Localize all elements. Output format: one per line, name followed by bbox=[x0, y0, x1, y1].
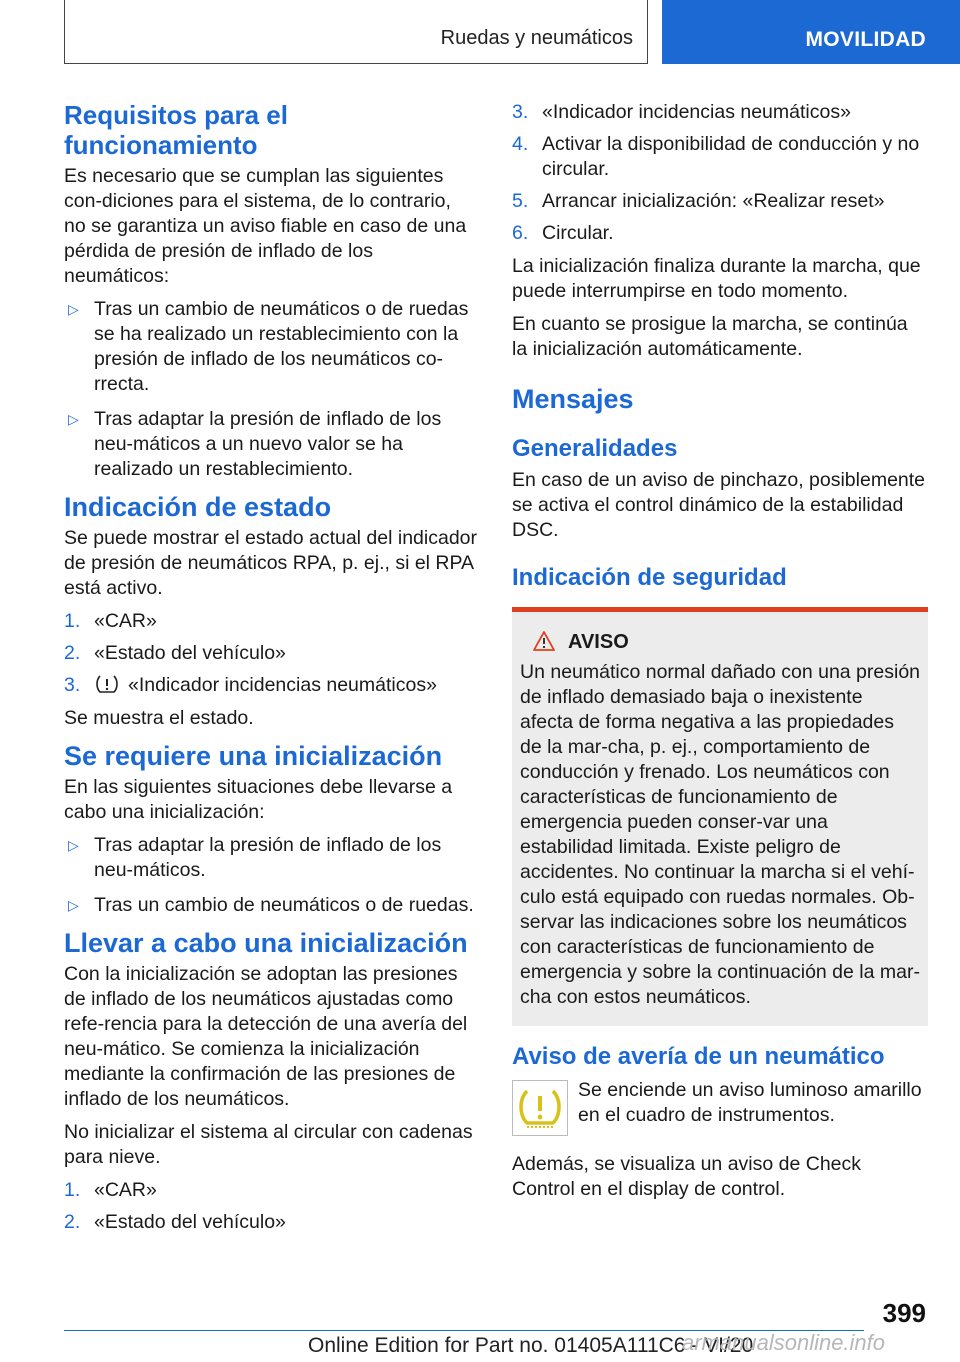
paragraph-llevar-inicializacion: Con la inicialización se adoptan las presiones de inflado de los neumáticos ajustadas como refe-rencia para la detección de una avería del neu-mático. Se comienza la inicialización mediante la confirmación de las presiones de inflado de los neumáticos. bbox=[64, 963, 468, 1110]
footer-edition: Online Edition for Part no. 01405A111C6 - VI/20 bbox=[308, 1334, 754, 1357]
step-item bbox=[512, 189, 928, 214]
step-item bbox=[512, 100, 928, 125]
warning-title bbox=[520, 630, 920, 654]
step-number: 5. bbox=[512, 190, 529, 212]
steps-init-b bbox=[512, 100, 928, 246]
paragraph-finaliza: La inicialización finaliza durante la marcha, que puede interrumpirse en todo momento. bbox=[512, 255, 921, 302]
watermark: armanualsonline.info bbox=[682, 1330, 886, 1355]
warning-box bbox=[512, 607, 928, 1026]
step-text: «CAR» bbox=[94, 1179, 157, 1201]
step-text: Activar la disponibilidad de conducción y no circular. bbox=[542, 133, 920, 180]
warning-title-text: AVISO bbox=[568, 631, 629, 653]
heading-indicacion-seguridad: Indicación de seguridad bbox=[512, 564, 787, 591]
step-text: «CAR» bbox=[94, 610, 157, 632]
step-item bbox=[64, 641, 478, 666]
triangle-bullet-icon: ▷ bbox=[68, 897, 79, 913]
list-item bbox=[64, 407, 478, 482]
paragraph-requisitos: Es necesario que se cumplan las siguientes con-diciones para el sistema, de lo contrario, no se garantiza un aviso fiable en caso de una pérdida de presión de inflado de los neumáticos: bbox=[64, 165, 467, 287]
step-text: Arrancar inicialización: «Realizar reset» bbox=[542, 190, 885, 212]
warning-text: Un neumático normal dañado con una presión de inflado demasiado baja o inexistente afecta de forma negativa a las propiedades de la mar-cha, p. ej., comportamiento de conducción y frenado. Los neumáticos con características de funcionamiento de emergencia pueden conser-var una estabilidad limitada. Existe peligro de accidentes. No continuar la marcha si el vehí-culo está equipado con ruedas normales. Ob-servar las indicaciones sobre los neumáticos con características de funcionamiento de emergencia y sobre la continuación de la mar-cha con estos neumáticos. bbox=[520, 661, 921, 1008]
paragraph-check-control: Además, se visualiza un aviso de Check Control en el display de control. bbox=[512, 1153, 862, 1200]
paragraph-continua: En cuanto se prosigue la marcha, se continúa la inicialización automáticamente. bbox=[512, 313, 908, 360]
paragraph-cadenas: No inicializar el sistema al circular con cadenas para nieve. bbox=[64, 1121, 473, 1168]
list-item bbox=[64, 893, 478, 918]
step-text: «Indicador incidencias neumáticos» bbox=[128, 674, 437, 696]
heading-llevar-inicializacion: Llevar a cabo una inicialización bbox=[64, 928, 468, 958]
paragraph-requiere-inicializacion: En las siguientes situaciones debe llevarse a cabo una inicialización: bbox=[64, 776, 453, 823]
paragraph-muestra-estado: Se muestra el estado. bbox=[64, 707, 254, 729]
step-text: «Indicador incidencias neumáticos» bbox=[542, 101, 851, 123]
step-number: 4. bbox=[512, 133, 529, 155]
list-requisitos bbox=[64, 297, 478, 482]
heading-mensajes: Mensajes bbox=[512, 384, 634, 414]
header-chapter-box bbox=[662, 0, 960, 64]
header-section-box bbox=[64, 0, 648, 64]
step-text: «Estado del vehículo» bbox=[94, 642, 286, 664]
heading-generalidades: Generalidades bbox=[512, 435, 678, 462]
steps-estado bbox=[64, 609, 478, 698]
list-item bbox=[64, 297, 478, 397]
heading-requisitos: Requisitos para el funcionamiento bbox=[64, 100, 288, 160]
heading-requiere-inicializacion: Se requiere una inicialización bbox=[64, 741, 443, 771]
triangle-bullet-icon: ▷ bbox=[68, 837, 79, 853]
list-item bbox=[64, 833, 478, 883]
step-number: 3. bbox=[64, 674, 81, 696]
step-number: 6. bbox=[512, 222, 529, 244]
step-item bbox=[512, 221, 928, 246]
step-item bbox=[64, 673, 478, 698]
tpms-indicator-light-icon bbox=[512, 1080, 568, 1136]
list-item-text: Tras adaptar la presión de inflado de los neu-máticos. bbox=[94, 834, 442, 881]
right-column bbox=[512, 100, 928, 1210]
step-number: 1. bbox=[64, 610, 81, 632]
step-number: 1. bbox=[64, 1179, 81, 1201]
list-item-text: Tras un cambio de neumáticos o de ruedas. bbox=[94, 894, 474, 916]
list-item-text: Tras un cambio de neumáticos o de ruedas se ha realizado un restablecimiento con la presión de inflado de los neumáticos co-rrecta. bbox=[94, 298, 469, 395]
tpms-row bbox=[512, 1078, 928, 1142]
header-section-title: Ruedas y neumáticos bbox=[440, 27, 633, 49]
tire-pressure-warning-icon bbox=[94, 674, 120, 694]
step-number: 3. bbox=[512, 101, 529, 123]
heading-aviso-averia: Aviso de avería de un neumático bbox=[512, 1043, 885, 1070]
list-requiere bbox=[64, 833, 478, 918]
paragraph-generalidades: En caso de un aviso de pinchazo, posiblemente se activa el control dinámico de la estabilidad DSC. bbox=[512, 469, 926, 541]
step-number: 2. bbox=[64, 1211, 81, 1233]
steps-init-a bbox=[64, 1178, 478, 1235]
paragraph-indicacion-estado: Se puede mostrar el estado actual del indicador de presión de neumáticos RPA, p. ej., si el RPA está activo. bbox=[64, 527, 478, 599]
warning-triangle-icon bbox=[532, 630, 556, 652]
triangle-bullet-icon: ▷ bbox=[68, 411, 79, 427]
triangle-bullet-icon: ▷ bbox=[68, 301, 79, 317]
step-item bbox=[64, 1178, 478, 1203]
left-column bbox=[64, 100, 478, 1243]
page-number: 399 bbox=[882, 1298, 926, 1328]
step-item bbox=[64, 1210, 478, 1235]
step-text: «Estado del vehículo» bbox=[94, 1211, 286, 1233]
header-chapter-title: MOVILIDAD bbox=[805, 28, 926, 51]
step-number: 2. bbox=[64, 642, 81, 664]
step-text: Circular. bbox=[542, 222, 614, 244]
step-item bbox=[64, 609, 478, 634]
step-item bbox=[512, 132, 928, 182]
paragraph-aviso-luminoso: Se enciende un aviso luminoso amarillo en el cuadro de instrumentos. bbox=[578, 1079, 922, 1126]
list-item-text: Tras adaptar la presión de inflado de los neu-máticos a un nuevo valor se ha realizado un restablecimiento. bbox=[94, 408, 442, 480]
heading-indicacion-estado: Indicación de estado bbox=[64, 492, 332, 522]
